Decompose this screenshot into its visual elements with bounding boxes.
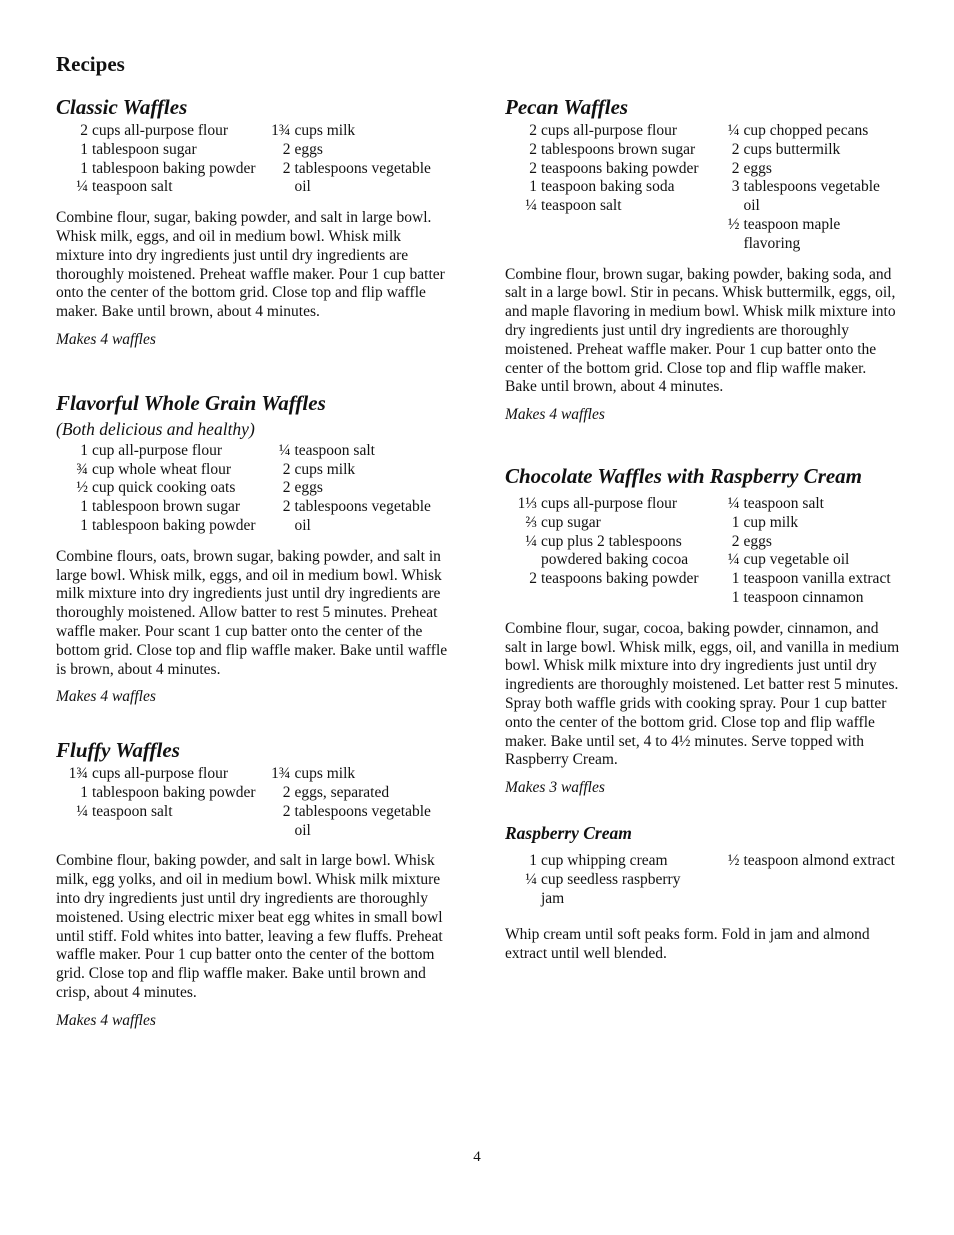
ingredient-row — [56, 461, 258, 480]
ingredients-col-right — [258, 442, 451, 536]
ingredient-name: cups milk — [294, 460, 356, 478]
ingredient-row — [56, 122, 258, 141]
ingredient-quantity: 2 — [731, 159, 740, 177]
ingredient-row — [56, 178, 258, 197]
yield: Makes 3 waffles — [505, 779, 605, 797]
ingredient-name: cup all-purpose flour — [92, 441, 222, 459]
yield: Makes 4 waffles — [56, 330, 156, 348]
ingredient-row — [258, 784, 451, 803]
ingredients-col-right — [258, 765, 451, 840]
recipe-title: Pecan Waffles — [505, 95, 629, 119]
recipe-raspberry-cream — [505, 822, 900, 964]
ingredient-quantity: 2 — [282, 498, 291, 516]
recipe-title: Classic Waffles — [56, 95, 188, 119]
ingredient-name: cups all-purpose flour — [541, 494, 678, 512]
recipe-title: Fluffy Waffles — [56, 738, 180, 763]
ingredient-row — [258, 122, 451, 141]
ingredient-name: eggs — [743, 159, 772, 177]
ingredients-col-left — [505, 495, 707, 608]
directions: Whip cream until soft peaks form. Fold in jam and almond extract until well blended. — [505, 926, 870, 963]
left-column — [56, 94, 451, 1060]
ingredient-row — [505, 852, 707, 871]
ingredient-name: cup seedless raspberry jam — [541, 870, 681, 907]
ingredient-quantity: 1 — [80, 159, 88, 177]
ingredients — [56, 442, 451, 536]
ingredient-name: teaspoon salt — [743, 494, 824, 512]
ingredient-name: tablespoon baking powder — [92, 159, 256, 177]
ingredient-row — [707, 852, 900, 871]
directions: Combine flour, sugar, cocoa, baking powder, cinnamon, and salt in large bowl. Whisk milk, eggs, oil, and vanilla in medium bowl. Whisk milk mixture into dry ingredients just until dry ingredients are thoroughly moistened. Let batter rest 5 minutes. Spray both waffle grids with cooking spray. Pour 1 cup batter onto the center of the bottom grid. Close top and flip waffle maker. Bake until set, 4 to 4½ minutes. Serve topped with Raspberry Cream. — [505, 619, 900, 769]
ingredient-name: cup whole wheat flour — [92, 460, 232, 478]
ingredient-name: cup vegetable oil — [743, 551, 850, 569]
ingredient-row — [56, 803, 258, 822]
yield: Makes 4 waffles — [56, 1011, 156, 1029]
ingredient-quantity: ¾ — [76, 460, 88, 478]
ingredient-quantity: ½ — [727, 215, 740, 233]
directions: Combine flours, oats, brown sugar, baking powder, and salt in large bowl. Whisk milk, eggs, and oil in medium bowl. Whisk milk mixture into dry ingredients just until dry ingredients are thoroughly moistened. Allow batter to rest 5 minutes. Preheat waffle maker. Pour scant 1 cup batter onto the center of the bottom grid. Close top and flip waffle maker. Bake until waffle is brown, about 4 minutes. — [56, 547, 448, 678]
ingredient-row — [505, 141, 707, 160]
ingredient-quantity: ¼ — [278, 441, 291, 459]
ingredient-name: cups all-purpose flour — [92, 122, 229, 139]
ingredients — [56, 765, 451, 840]
ingredient-row — [56, 141, 258, 160]
ingredient-row — [505, 570, 707, 589]
ingredients-col-left — [56, 122, 258, 197]
ingredient-name: eggs — [294, 140, 323, 158]
ingredient-name: cup whipping cream — [541, 851, 668, 869]
ingredient-quantity: ¼ — [727, 551, 740, 569]
ingredients-col-left — [505, 852, 707, 908]
recipe-whole-grain-waffles — [56, 390, 451, 707]
ingredient-name: tablespoons vegetable oil — [294, 498, 431, 534]
ingredient-row — [707, 514, 900, 533]
ingredient-name: tablespoon sugar — [92, 140, 197, 158]
ingredient-row — [258, 498, 451, 536]
ingredient-row — [258, 442, 451, 461]
ingredients-col-left — [505, 122, 707, 254]
ingredient-quantity: ¼ — [727, 494, 740, 512]
ingredient-row — [707, 570, 900, 589]
ingredient-quantity: 2 — [529, 122, 537, 139]
ingredient-quantity: 2 — [282, 460, 291, 478]
ingredient-name: tablespoon baking powder — [92, 783, 256, 801]
ingredient-quantity: 2 — [282, 802, 291, 820]
ingredient-name: teaspoons baking powder — [541, 570, 699, 588]
ingredient-quantity: ¼ — [525, 532, 537, 550]
ingredient-name: cup plus 2 tablespoons powdered baking cocoa — [541, 532, 689, 569]
ingredient-quantity: 1 — [80, 441, 88, 459]
ingredient-name: cups all-purpose flour — [92, 765, 229, 783]
yield: Makes 4 waffles — [56, 688, 156, 706]
ingredient-quantity: 1 — [731, 588, 740, 606]
ingredient-quantity: 2 — [282, 479, 291, 497]
ingredient-name: cup chopped pecans — [743, 122, 869, 139]
ingredients-col-right — [707, 852, 900, 908]
ingredient-row — [707, 141, 900, 160]
ingredient-name: teaspoon maple flavoring — [743, 215, 841, 252]
ingredient-name: eggs — [743, 532, 772, 550]
ingredient-row — [258, 765, 451, 784]
ingredients-col-right — [258, 122, 451, 197]
ingredient-quantity: 1¾ — [271, 122, 291, 139]
ingredient-row — [505, 514, 707, 533]
ingredient-name: teaspoon salt — [92, 178, 173, 196]
ingredient-row — [258, 160, 451, 198]
ingredient-row — [707, 551, 900, 570]
ingredient-name: tablespoons vegetable oil — [743, 178, 880, 215]
ingredient-name: cup milk — [743, 513, 799, 531]
ingredient-quantity: 1 — [80, 783, 88, 801]
ingredient-quantity: ¼ — [525, 197, 537, 215]
ingredient-row — [56, 517, 258, 536]
ingredient-quantity: 1 — [731, 513, 740, 531]
ingredient-quantity: 3 — [731, 178, 740, 196]
ingredient-quantity: 1 — [80, 498, 88, 516]
ingredient-quantity: 2 — [731, 140, 740, 158]
yield: Makes 4 waffles — [505, 406, 605, 424]
ingredient-row — [258, 803, 451, 841]
ingredient-quantity: 1⅓ — [517, 494, 537, 512]
recipe-fluffy-waffles — [56, 737, 451, 1030]
ingredient-row — [505, 495, 707, 514]
ingredients-col-left — [56, 442, 258, 536]
ingredient-row — [707, 122, 900, 141]
ingredient-name: tablespoons vegetable oil — [294, 802, 431, 839]
ingredients — [505, 122, 900, 254]
page-heading: Recipes — [56, 52, 125, 76]
ingredient-name: tablespoon baking powder — [92, 516, 256, 534]
ingredient-name: cup quick cooking oats — [92, 479, 236, 497]
ingredient-quantity: 1 — [529, 851, 537, 869]
ingredient-name: cups buttermilk — [743, 140, 841, 158]
ingredient-quantity: 1 — [80, 516, 88, 534]
ingredients-col-left — [56, 765, 258, 840]
ingredient-quantity: 1 — [80, 140, 88, 158]
ingredients — [56, 122, 451, 197]
ingredients — [505, 495, 900, 608]
recipe-chocolate-waffles — [505, 463, 900, 798]
ingredient-row — [258, 141, 451, 160]
ingredient-quantity: ¼ — [525, 870, 537, 888]
ingredient-name: teaspoon salt — [92, 802, 173, 820]
ingredient-row — [707, 495, 900, 514]
ingredient-name: teaspoon cinnamon — [743, 588, 864, 606]
ingredient-row — [56, 160, 258, 179]
recipe-title: Flavorful Whole Grain Waffles — [56, 390, 326, 415]
ingredient-name: cups milk — [294, 122, 356, 139]
ingredient-quantity: 2 — [731, 532, 740, 550]
ingredient-name: tablespoons brown sugar — [541, 140, 696, 158]
ingredient-row — [707, 160, 900, 179]
recipe-subtitle: (Both delicious and healthy) — [56, 418, 255, 439]
ingredient-quantity: ½ — [76, 479, 88, 497]
ingredient-name: eggs, separated — [294, 783, 390, 801]
ingredient-row — [707, 589, 900, 608]
ingredient-row — [707, 533, 900, 552]
ingredient-name: eggs — [294, 479, 323, 497]
ingredient-row — [505, 160, 707, 179]
page-number: 4 — [473, 1149, 481, 1165]
ingredient-quantity: 2 — [282, 783, 291, 801]
ingredient-quantity: 2 — [529, 570, 537, 588]
ingredient-quantity: 1 — [731, 570, 740, 588]
ingredient-name: teaspoons baking powder — [541, 159, 699, 177]
ingredient-name: tablespoon brown sugar — [92, 498, 241, 516]
ingredient-row — [258, 479, 451, 498]
ingredient-name: cup sugar — [541, 513, 601, 531]
ingredient-row — [707, 178, 900, 216]
ingredient-name: teaspoon vanilla extract — [743, 570, 891, 588]
ingredient-row — [258, 461, 451, 480]
recipe-title: Chocolate Waffles with Raspberry Cream — [505, 463, 863, 488]
ingredient-row — [56, 784, 258, 803]
ingredient-quantity: 2 — [529, 140, 537, 158]
ingredient-row — [56, 498, 258, 517]
ingredient-quantity: 1¾ — [271, 765, 291, 783]
ingredient-name: teaspoon almond extract — [743, 851, 895, 869]
ingredient-quantity: ⅔ — [525, 513, 537, 531]
ingredient-quantity: ¼ — [76, 178, 88, 196]
ingredient-name: cups all-purpose flour — [541, 122, 678, 139]
ingredient-name: teaspoon salt — [294, 441, 375, 459]
ingredient-quantity: 2 — [282, 140, 291, 158]
ingredient-row — [707, 216, 900, 254]
ingredient-name: tablespoons vegetable oil — [294, 159, 431, 196]
ingredient-quantity: ¼ — [727, 122, 740, 139]
ingredient-row — [56, 765, 258, 784]
ingredients-col-right — [707, 495, 900, 608]
recipe-subheading: Raspberry Cream — [505, 822, 632, 843]
ingredient-row — [505, 871, 707, 909]
ingredient-quantity: 2 — [80, 122, 88, 139]
ingredient-name: teaspoon baking soda — [541, 178, 675, 196]
ingredient-row — [505, 178, 707, 197]
recipe-pecan-waffles — [505, 94, 900, 425]
ingredients — [505, 852, 900, 908]
directions: Combine flour, sugar, baking powder, and salt in large bowl. Whisk milk, eggs, and oil in medium bowl. Whisk milk mixture into dry ingredients just until dry ingredients are thoroughly moistened. Preheat waffle maker. Pour 1 cup batter onto the center of the bottom grid. Close top and flip waffle maker. Bake until brown, about 4 minutes. — [56, 209, 445, 321]
ingredient-row — [56, 442, 258, 461]
directions: Combine flour, brown sugar, baking powder, baking soda, and salt in a large bowl. Stir in pecans. Whisk buttermilk, eggs, oil, and maple flavoring in medium bowl. Whisk milk mixture into dry ingredients just until dry ingredients are thoroughly moistened. Preheat waffle maker. Pour 1 cup batter onto the center of the bottom grid. Close top and flip waffle maker. Bake until brown, about 4 minutes. — [505, 265, 896, 396]
ingredient-quantity: 2 — [529, 159, 537, 177]
recipe-classic-waffles — [56, 94, 451, 350]
ingredient-name: teaspoon salt — [541, 197, 622, 215]
ingredient-quantity: 1¾ — [68, 765, 88, 783]
ingredients-col-right — [707, 122, 900, 254]
ingredient-quantity: ¼ — [76, 802, 88, 820]
directions: Combine flour, baking powder, and salt in large bowl. Whisk milk, egg yolks, and oil in medium bowl. Whisk milk mixture into dry ingredients just until dry ingredients are thoroughly moistened. Using electric mixer beat egg whites in small bowl until stiff. Fold whites into batter, leaving a few fluffs. Preheat waffle maker. Pour 1 cup batter onto the center of the bottom grid. Close top and flip waffle maker. Bake until brown and crisp, about 4 minutes. — [56, 852, 443, 1001]
ingredient-row — [505, 197, 707, 216]
ingredient-quantity: ½ — [727, 851, 740, 869]
ingredient-quantity: 2 — [282, 159, 291, 177]
ingredient-name: cups milk — [294, 765, 356, 783]
right-column — [505, 94, 900, 994]
ingredient-quantity: 1 — [529, 178, 537, 196]
ingredient-row — [505, 533, 707, 571]
ingredient-row — [56, 479, 258, 498]
ingredient-row — [505, 122, 707, 141]
